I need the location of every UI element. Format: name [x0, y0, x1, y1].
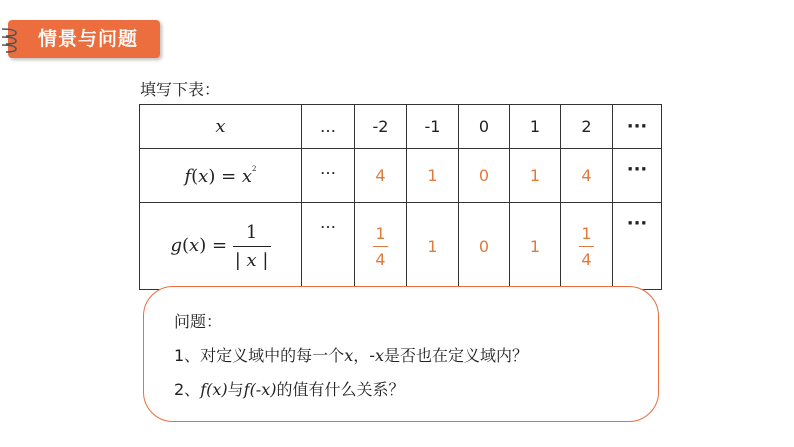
instruction-text: 填写下表：	[140, 80, 221, 99]
answer-cell: 1	[510, 149, 561, 203]
answer-cell: 1	[407, 203, 459, 290]
table-cell: …	[302, 149, 355, 203]
answer-cell	[355, 203, 407, 290]
table-cell: -2	[355, 105, 407, 149]
table-cell: 1	[510, 105, 561, 149]
table-cell: 0	[459, 105, 510, 149]
section-title: 情景与问题	[38, 28, 139, 50]
binder-clip-icon	[0, 25, 22, 53]
table-cell: -1	[407, 105, 459, 149]
row-label-gx: g(x) = $\frac{1}{| x |}$	[140, 203, 302, 290]
section-header-tag	[8, 20, 160, 58]
answer-cell: 4	[561, 149, 613, 203]
table-cell: ···	[613, 149, 662, 203]
row-label-x: x	[140, 105, 302, 149]
answer-cell: 1	[407, 149, 459, 203]
answer-cell: 0	[459, 149, 510, 203]
question-1: 1、对定义域中的每一个x，-x是否也在定义域内？	[174, 346, 529, 365]
table-cell: 2	[561, 105, 613, 149]
table-cell: …	[302, 105, 355, 149]
table-cell: ···	[613, 105, 662, 149]
table-cell: …	[302, 203, 355, 290]
question-title: 问题：	[174, 312, 223, 331]
answer-cell	[561, 203, 613, 290]
row-label-fx: $f(x) = x^2$	[140, 149, 302, 203]
answer-cell: 4	[355, 149, 407, 203]
question-box	[143, 286, 659, 422]
table-row-fx	[140, 149, 662, 203]
fraction-one-quarter: $\frac{1}{4}$	[581, 223, 592, 269]
table-row-gx	[140, 203, 662, 290]
question-2: 2、f(x)与f(-x)的值有什么关系？	[174, 380, 405, 399]
answer-cell: 1	[510, 203, 561, 290]
table-row-x	[140, 105, 662, 149]
answer-cell: 0	[459, 203, 510, 290]
fraction-one-quarter: $\frac{1}{4}$	[375, 223, 386, 269]
value-table	[139, 104, 662, 290]
fraction-one-over-abs-x: $\frac{1}{| x |}$	[234, 221, 269, 271]
table-cell: ···	[613, 203, 662, 290]
